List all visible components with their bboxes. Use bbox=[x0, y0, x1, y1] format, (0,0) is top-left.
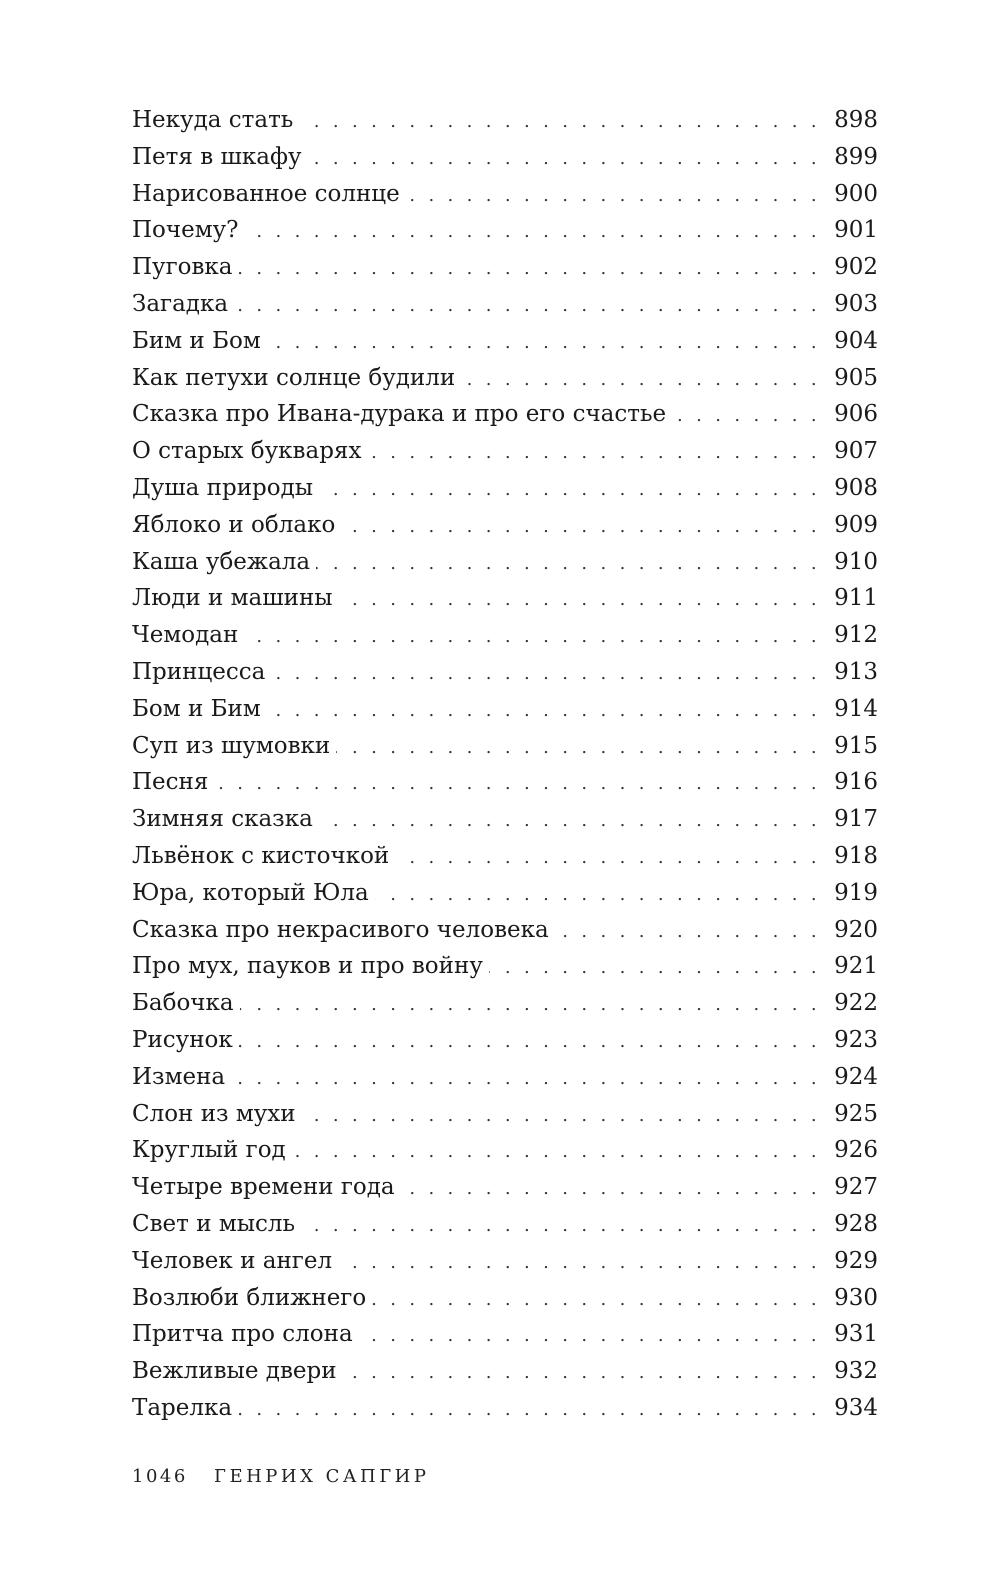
toc-entry-title: Почему? bbox=[132, 212, 244, 249]
toc-dot-leader bbox=[672, 398, 830, 433]
toc-entry bbox=[132, 1243, 878, 1280]
toc-dot-leader bbox=[214, 766, 830, 801]
toc-entry-page: 907 bbox=[834, 438, 878, 465]
toc-entry bbox=[132, 1206, 878, 1243]
toc-entry-title: Про мух, пауков и про войну bbox=[132, 948, 489, 985]
toc-dot-leader bbox=[461, 362, 830, 397]
toc-entry-page: 925 bbox=[834, 1100, 878, 1127]
toc-entry bbox=[132, 1390, 878, 1427]
toc-entry-title: Круглый год bbox=[132, 1132, 292, 1169]
toc-entry-page: 903 bbox=[834, 290, 878, 317]
toc-entry bbox=[132, 1353, 878, 1390]
toc-entry-title: Измена bbox=[132, 1059, 231, 1096]
toc-entry-page: 930 bbox=[834, 1284, 878, 1311]
toc-entry-title: Слон из мухи bbox=[132, 1096, 302, 1133]
toc-entry bbox=[132, 470, 878, 507]
toc-entry bbox=[132, 617, 878, 654]
toc-entry bbox=[132, 838, 878, 875]
toc-entry bbox=[132, 801, 878, 838]
toc-entry-title: Загадка bbox=[132, 286, 234, 323]
toc-dot-leader bbox=[343, 1355, 830, 1390]
toc-entry bbox=[132, 176, 878, 213]
toc-entry bbox=[132, 985, 878, 1022]
toc-entry bbox=[132, 286, 878, 323]
toc-entry-title: Юра, который Юла bbox=[132, 875, 375, 912]
toc-entry-title: Львёнок с кисточкой bbox=[132, 838, 395, 875]
toc-entry-title: Пуговка bbox=[132, 249, 239, 286]
toc-entry-page: 900 bbox=[834, 180, 878, 207]
toc-entry-page: 906 bbox=[834, 401, 878, 428]
toc-entry bbox=[132, 764, 878, 801]
toc-entry bbox=[132, 1169, 878, 1206]
toc-entry-page: 934 bbox=[834, 1394, 878, 1421]
toc-dot-leader bbox=[316, 546, 830, 581]
toc-entry bbox=[132, 1059, 878, 1096]
toc-entry bbox=[132, 728, 878, 765]
toc-entry-title: Люди и машины bbox=[132, 580, 339, 617]
toc-entry-title: Каша убежала bbox=[132, 544, 316, 581]
toc-entry-title: Чемодан bbox=[132, 617, 244, 654]
toc-dot-leader bbox=[307, 141, 830, 176]
toc-entry-title: Бом и Бим bbox=[132, 691, 267, 728]
toc-entry-title: Нарисованное солнце bbox=[132, 176, 406, 213]
toc-entry-title: Человек и ангел bbox=[132, 1243, 338, 1280]
table-of-contents bbox=[132, 102, 878, 1427]
toc-entry-page: 916 bbox=[834, 769, 878, 796]
toc-entry bbox=[132, 1022, 878, 1059]
toc-dot-leader bbox=[339, 582, 830, 617]
toc-entry-page: 898 bbox=[834, 107, 878, 133]
toc-dot-leader bbox=[238, 1392, 830, 1427]
toc-entry-title: Четыре времени года bbox=[132, 1169, 401, 1206]
toc-entry-title: Бим и Бом bbox=[132, 323, 267, 360]
toc-entry-page: 901 bbox=[834, 217, 878, 244]
toc-entry-page: 905 bbox=[834, 364, 878, 391]
toc-entry-page: 923 bbox=[834, 1026, 878, 1053]
toc-entry-title: Сказка про Ивана-дурака и про его счастье bbox=[132, 396, 672, 433]
toc-dot-leader bbox=[244, 619, 830, 654]
page-footer bbox=[132, 1466, 429, 1487]
toc-entry-page: 920 bbox=[834, 916, 878, 943]
toc-dot-leader bbox=[395, 840, 830, 875]
toc-entry-page: 904 bbox=[834, 327, 878, 354]
toc-entry bbox=[132, 544, 878, 581]
toc-entry bbox=[132, 323, 878, 360]
toc-entry-title: О старых букварях bbox=[132, 433, 367, 470]
toc-dot-leader bbox=[244, 214, 830, 249]
toc-dot-leader bbox=[375, 877, 830, 912]
toc-entry-title: Зимняя сказка bbox=[132, 801, 319, 838]
toc-entry-page: 915 bbox=[834, 732, 878, 759]
toc-entry-title: Бабочка bbox=[132, 985, 240, 1022]
toc-entry-title: Вежливые двери bbox=[132, 1353, 343, 1390]
toc-entry bbox=[132, 654, 878, 691]
toc-dot-leader bbox=[367, 435, 830, 470]
toc-entry bbox=[132, 1132, 878, 1169]
toc-dot-leader bbox=[341, 509, 830, 544]
toc-entry bbox=[132, 875, 878, 912]
toc-entry bbox=[132, 1280, 878, 1317]
toc-entry bbox=[132, 1316, 878, 1353]
toc-entry bbox=[132, 507, 878, 544]
toc-dot-leader bbox=[231, 1061, 830, 1096]
toc-entry bbox=[132, 249, 878, 286]
toc-entry-title: Возлюби ближнего bbox=[132, 1280, 372, 1317]
toc-entry-page: 932 bbox=[834, 1358, 878, 1385]
toc-entry-title: Принцесса bbox=[132, 654, 271, 691]
toc-entry bbox=[132, 396, 878, 433]
toc-entry-page: 922 bbox=[834, 990, 878, 1017]
toc-dot-leader bbox=[555, 914, 830, 949]
toc-entry-page: 908 bbox=[834, 474, 878, 501]
toc-entry bbox=[132, 102, 878, 139]
toc-entry-page: 927 bbox=[834, 1174, 878, 1201]
toc-entry bbox=[132, 948, 878, 985]
toc-dot-leader bbox=[489, 950, 830, 985]
toc-entry bbox=[132, 580, 878, 617]
toc-dot-leader bbox=[359, 1318, 830, 1353]
toc-entry-page: 912 bbox=[834, 622, 878, 649]
toc-entry-title: Как петухи солнце будили bbox=[132, 360, 461, 397]
toc-dot-leader bbox=[239, 1024, 830, 1059]
toc-entry bbox=[132, 360, 878, 397]
toc-entry bbox=[132, 433, 878, 470]
toc-entry-page: 929 bbox=[834, 1247, 878, 1274]
toc-dot-leader bbox=[301, 1208, 830, 1243]
toc-dot-leader bbox=[319, 803, 830, 838]
toc-entry-title: Притча про слона bbox=[132, 1316, 359, 1353]
footer-author: ГЕНРИХ САПГИР bbox=[214, 1466, 430, 1487]
toc-entry-title: Суп из шумовки bbox=[132, 728, 336, 765]
toc-entry-title: Свет и мысль bbox=[132, 1206, 301, 1243]
toc-entry-title: Тарелка bbox=[132, 1390, 238, 1427]
toc-dot-leader bbox=[401, 1171, 830, 1206]
toc-dot-leader bbox=[234, 288, 830, 323]
toc-entry-page: 931 bbox=[834, 1321, 878, 1348]
toc-entry-title: Яблоко и облако bbox=[132, 507, 341, 544]
toc-entry-title: Песня bbox=[132, 764, 214, 801]
toc-dot-leader bbox=[240, 987, 830, 1022]
toc-entry-page: 911 bbox=[834, 585, 878, 612]
toc-entry-page: 909 bbox=[834, 511, 878, 538]
toc-entry bbox=[132, 139, 878, 176]
toc-entry-page: 914 bbox=[834, 695, 878, 722]
toc-entry-page: 928 bbox=[834, 1210, 878, 1237]
toc-dot-leader bbox=[292, 1134, 830, 1169]
toc-entry-page: 924 bbox=[834, 1063, 878, 1090]
toc-dot-leader bbox=[239, 251, 830, 286]
toc-entry-page: 919 bbox=[834, 879, 878, 906]
toc-dot-leader bbox=[299, 104, 830, 139]
toc-dot-leader bbox=[336, 730, 830, 765]
toc-dot-leader bbox=[319, 472, 830, 507]
toc-entry-page: 921 bbox=[834, 953, 878, 980]
toc-dot-leader bbox=[271, 656, 830, 691]
toc-entry-page: 913 bbox=[834, 658, 878, 685]
toc-entry-title: Петя в шкафу bbox=[132, 139, 307, 176]
toc-entry-title: Рисунок bbox=[132, 1022, 239, 1059]
toc-dot-leader bbox=[267, 693, 830, 728]
toc-entry-page: 910 bbox=[834, 548, 878, 575]
toc-entry-page: 918 bbox=[834, 842, 878, 869]
toc-dot-leader bbox=[372, 1282, 830, 1317]
toc-entry bbox=[132, 912, 878, 949]
toc-entry bbox=[132, 1096, 878, 1133]
toc-entry-title: Душа природы bbox=[132, 470, 319, 507]
toc-entry bbox=[132, 691, 878, 728]
toc-entry-title: Сказка про некрасивого человека bbox=[132, 912, 555, 949]
toc-dot-leader bbox=[267, 325, 830, 360]
toc-dot-leader bbox=[338, 1245, 830, 1280]
toc-dot-leader bbox=[302, 1098, 830, 1133]
toc-entry-page: 926 bbox=[834, 1137, 878, 1164]
toc-entry bbox=[132, 212, 878, 249]
toc-entry-page: 917 bbox=[834, 806, 878, 833]
toc-entry-page: 902 bbox=[834, 254, 878, 281]
toc-entry-page: 899 bbox=[834, 143, 878, 170]
toc-entry-title: Некуда стать bbox=[132, 102, 299, 139]
footer-page-number: 1046 bbox=[132, 1466, 188, 1487]
toc-dot-leader bbox=[406, 178, 830, 213]
